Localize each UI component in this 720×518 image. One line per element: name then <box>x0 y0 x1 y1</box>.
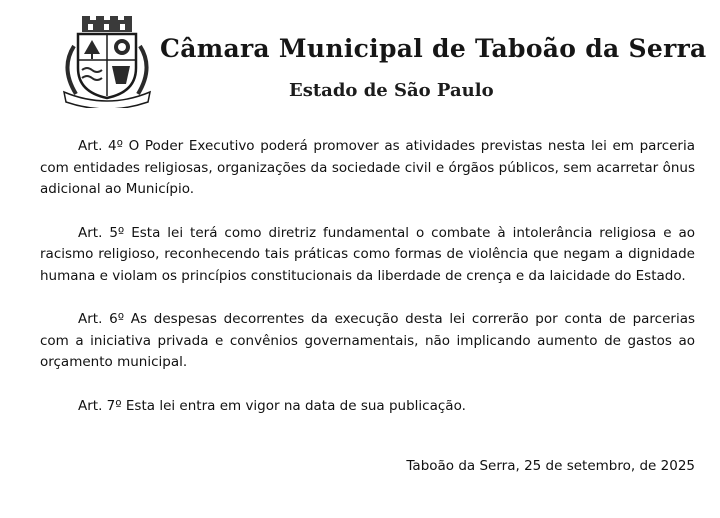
article-5: Art. 5º Esta lei terá como diretriz fundamental o combate à intolerância religiosa e ao racismo religioso, reconhecendo tais práticas como formas de violência que negam a dignidade humana e violam os princípios constitucionais da liberdade de crença e da laicidade do Estado. <box>40 224 695 284</box>
place-and-date: Taboão da Serra, 25 de setembro, de 2025 <box>406 458 695 474</box>
article-7: Art. 7º Esta lei entra em vigor na data de sua publicação. <box>78 397 466 414</box>
organization-state: Estado de São Paulo <box>289 80 494 101</box>
article-4: Art. 4º O Poder Executivo poderá promover as atividades previstas nesta lei em parceria com entidades religiosas, organizações da sociedade civil e órgãos públicos, sem acarretar ônus adicional ao Município. <box>40 138 695 197</box>
law-text <box>40 136 695 439</box>
municipal-coat-of-arms-icon <box>58 16 156 108</box>
organization-name: Câmara Municipal de Taboão da Serra <box>160 34 707 63</box>
letterhead <box>0 0 720 112</box>
article-6: Art. 6º As despesas decorrentes da execução desta lei correrão por conta de parcerias com a iniciativa privada e convênios governamentais, não implicando aumento de gastos ao orçamento municipal. <box>40 311 695 370</box>
